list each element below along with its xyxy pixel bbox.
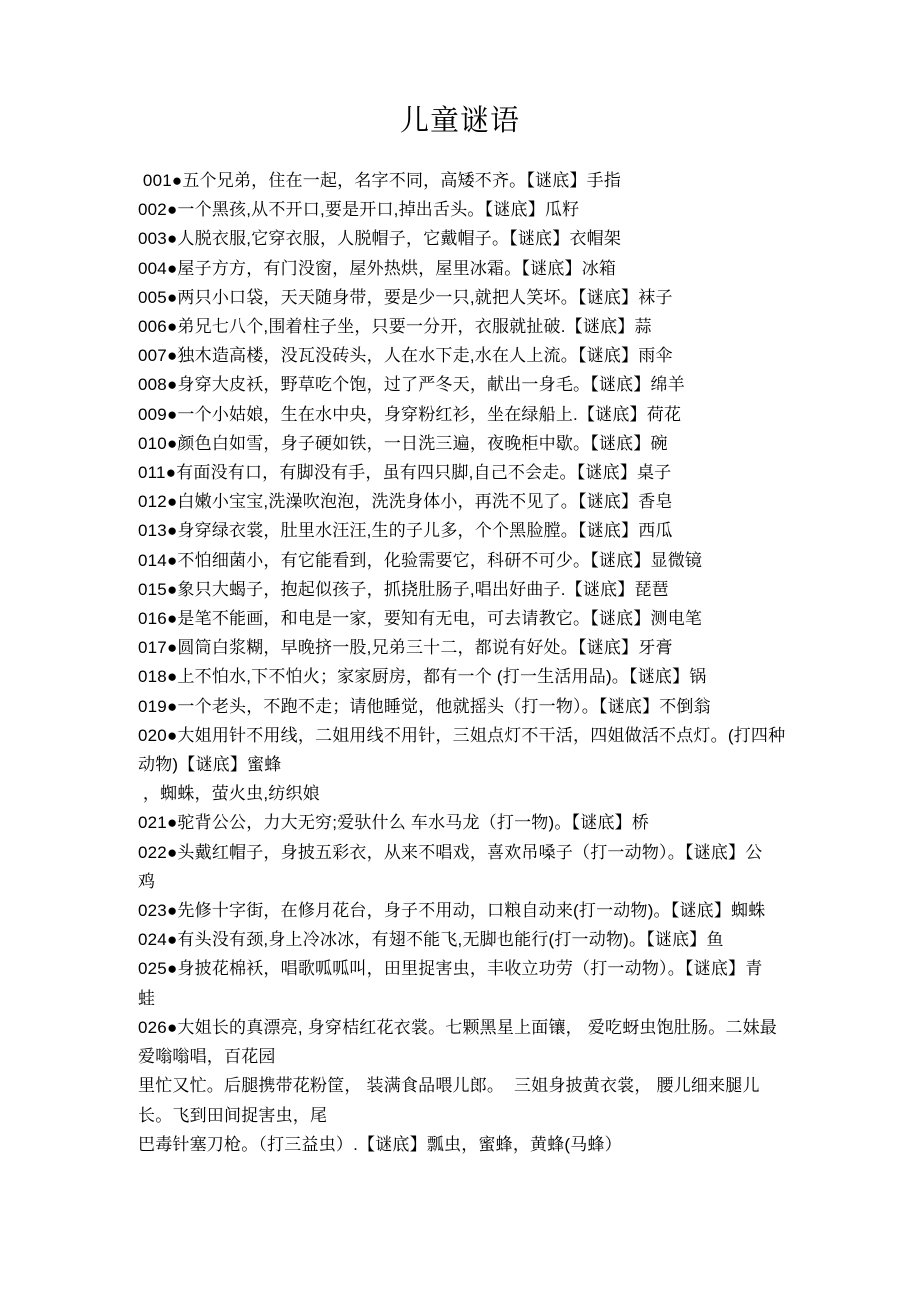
line-016: 016●是笔不能画，和电是一家，要知有无电，可去请教它。【谜底】测电笔	[138, 609, 703, 629]
line-025: 025●身披花棉袄，唱歌呱呱叫，田里捉害虫，丰收立功劳（打一动物）。【谜底】青	[138, 959, 763, 979]
line-010: 010●颜色白如雪，身子硬如铁，一日洗三遍，夜晚柜中歇。【谜底】碗	[138, 433, 668, 453]
line-020: 020●大姐用针不用线，二姐用线不用针，三姐点灯不干活，四姐做活不点灯。(打四种	[138, 725, 786, 745]
line-003: 003●人脱衣服,它穿衣服，人脱帽子，它戴帽子。【谜底】衣帽架	[138, 229, 622, 249]
line-017: 017●圆筒白浆糊，早晚挤一股,兄弟三十二，都说有好处。【谜底】牙膏	[138, 638, 673, 658]
line-007: 007●独木造高楼，没瓦没砖头，人在水下走,水在人上流。【谜底】雨伞	[138, 346, 673, 366]
line-026-cont-4: 巴毒针塞刀枪。（打三益虫）.【谜底】瓢虫，蜜蜂，黄蜂(马蜂）	[138, 1134, 622, 1154]
line-011: 011●有面没有口，有脚没有手，虽有四只脚,自己不会走。【谜底】桌子	[138, 463, 672, 483]
line-024: 024●有头没有颈,身上冷冰冰，有翅不能飞,无脚也能行(打一动物)。【谜底】鱼	[138, 930, 724, 950]
line-020-cont: 动物)【谜底】蜜蜂	[138, 755, 282, 775]
line-009: 009●一个小姑娘，生在水中央，身穿粉红衫，坐在绿船上.【谜底】荷花	[138, 404, 682, 424]
line-025-cont: 蛙	[138, 988, 156, 1008]
line-018: 018●上不怕水,下不怕火；家家厨房，都有一个 (打一生活用品)。【谜底】锅	[138, 667, 707, 687]
line-015: 015●象只大蝎子，抱起似孩子，抓挠肚肠子,唱出好曲子.【谜底】琵琶	[138, 579, 669, 599]
line-022-cont: 鸡	[138, 871, 156, 891]
line-014: 014●不怕细菌小，有它能看到，化验需要它，科研不可少。【谜底】显微镜	[138, 550, 703, 570]
line-006: 006●弟兄七八个,围着柱子坐，只要一分开，衣服就扯破.【谜底】蒜	[138, 317, 652, 337]
line-026: 026●大姐长的真漂亮, 身穿桔红花衣裳。七颗黑星上面镶， 爱吃蚜虫饱肚肠。二妹最	[138, 1017, 777, 1037]
line-026-cont-1: 爱嗡嗡唱，百花园	[138, 1047, 276, 1067]
line-004: 004●屋子方方，有门没窗，屋外热烘，屋里冰霜。【谜底】冰箱	[138, 258, 617, 278]
line-021: 021●驼背公公，力大无穷;爱驮什么 车水马龙（打一物)。【谜底】桥	[138, 813, 650, 833]
line-026-cont-3: 长。飞到田间捉害虫，尾	[138, 1105, 328, 1125]
line-002: 002●一个黑孩,从不开口,要是开口,掉出舌头。【谜底】瓜籽	[138, 200, 580, 220]
line-020-answers-cont: ，蜘蛛，萤火虫,纺织娘	[138, 784, 320, 804]
line-008: 008●身穿大皮袄，野草吃个饱，过了严冬天，献出一身毛。【谜底】绵羊	[138, 375, 685, 395]
line-023: 023●先修十字街，在修月花台，身子不用动，口粮自动来(打一动物)。【谜底】蜘蛛	[138, 901, 766, 921]
page-title: 儿童谜语	[399, 105, 520, 137]
riddle-list	[0, 166, 920, 1159]
line-001: 001●五个兄弟，住在一起，名字不同，高矮不齐。【谜底】手指	[138, 171, 622, 190]
line-005: 005●两只小口袋，天天随身带，要是少一只,就把人笑坏。【谜底】袜子	[138, 287, 673, 307]
line-022: 022●头戴红帽子，身披五彩衣，从来不唱戏，喜欢吊嗓子（打一动物）。【谜底】公	[138, 842, 763, 862]
line-012: 012●白嫩小宝宝,洗澡吹泡泡，洗洗身体小，再洗不见了。【谜底】香皂	[138, 492, 673, 512]
line-013: 013●身穿绿衣裳，肚里水汪汪,生的子儿多，个个黑脸膛。【谜底】西瓜	[138, 521, 673, 541]
line-019: 019●一个老头，不跑不走；请他睡觉，他就摇头（打一物）。【谜底】不倒翁	[138, 696, 711, 716]
line-026-cont-2: 里忙又忙。后腿携带花粉筐， 装满食品喂儿郎。 三姐身披黄衣裳， 腰儿细来腿儿	[138, 1076, 760, 1096]
